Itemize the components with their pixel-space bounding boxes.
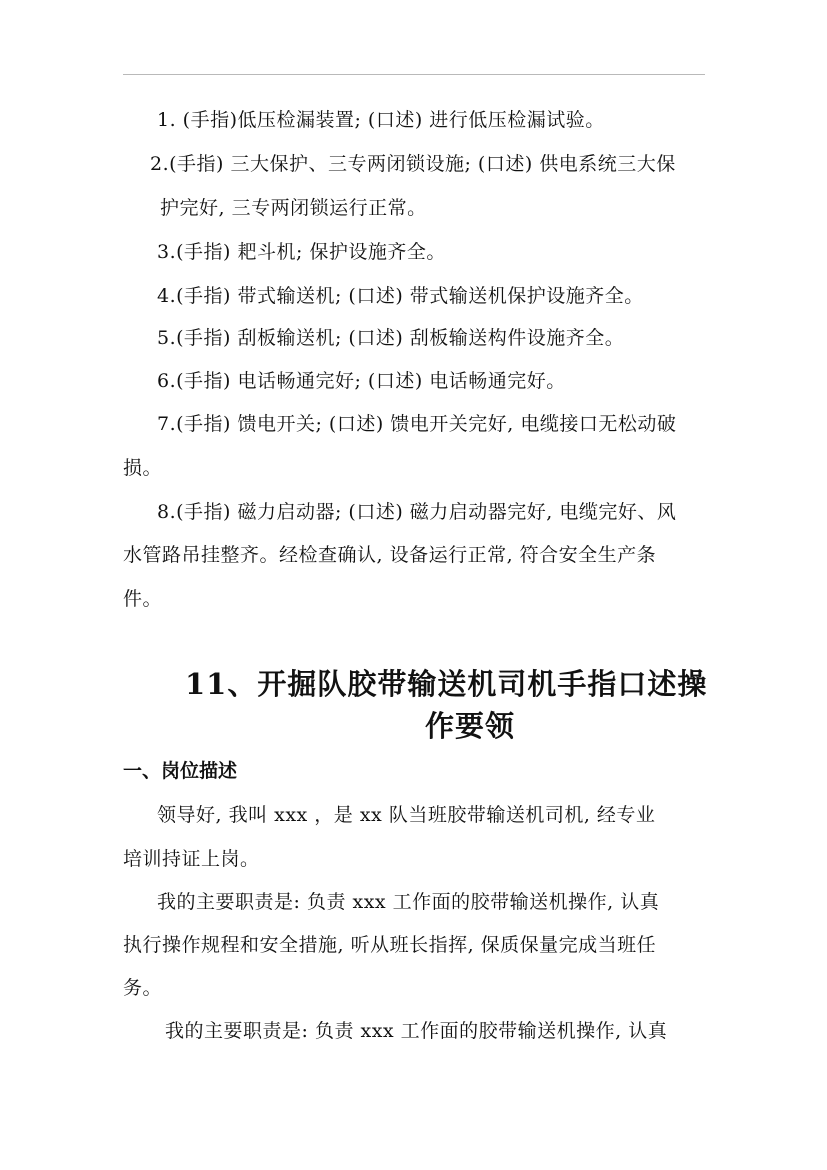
list-item-5: 5.(手指) 刮板输送机; (口述) 刮板输送构件设施齐全。: [157, 327, 625, 349]
paragraph-line-3: 我的主要职责是: 负责 xxx 工作面的胶带输送机操作, 认真: [157, 891, 660, 913]
header-rule: [123, 74, 705, 75]
list-item-7: 7.(手指) 馈电开关; (口述) 馈电开关完好, 电缆接口无松动破: [157, 413, 677, 435]
section-title-line1: 11、开掘队胶带输送机司机手指口述操: [185, 667, 708, 701]
section-heading: 一、岗位描述: [123, 760, 238, 782]
paragraph-line-1: 领导好, 我叫 xxx ，是 xx 队当班胶带输送机司机, 经专业: [157, 804, 656, 826]
paragraph-line-5: 务。: [123, 977, 163, 999]
list-item-8-end: 件。: [123, 588, 163, 610]
paragraph-line-6: 我的主要职责是: 负责 xxx 工作面的胶带输送机操作, 认真: [165, 1020, 668, 1042]
list-item-2-cont: 护完好, 三专两闭锁运行正常。: [160, 197, 427, 219]
section-title-line2: 作要领: [425, 709, 516, 743]
paragraph-line-4: 执行操作规程和安全措施, 听从班长指挥, 保质保量完成当班任: [123, 934, 657, 956]
list-item-8-cont: 水管路吊挂整齐。经检查确认, 设备运行正常, 符合安全生产条: [123, 544, 657, 566]
list-item-8: 8.(手指) 磁力启动器; (口述) 磁力启动器完好, 电缆完好、风: [157, 501, 677, 523]
list-item-3: 3.(手指) 耙斗机; 保护设施齐全。: [157, 241, 446, 263]
list-item-2: 2.(手指) 三大保护、三专两闭锁设施; (口述) 供电系统三大保: [150, 153, 676, 175]
list-item-6: 6.(手指) 电话畅通完好; (口述) 电话畅通完好。: [157, 370, 566, 392]
paragraph-line-2: 培训持证上岗。: [123, 848, 260, 870]
list-item-1: 1. (手指)低压检漏装置; (口述) 进行低压检漏试验。: [157, 109, 605, 131]
list-item-4: 4.(手指) 带式输送机; (口述) 带式输送机保护设施齐全。: [157, 285, 644, 307]
list-item-7-cont: 损。: [123, 457, 163, 479]
